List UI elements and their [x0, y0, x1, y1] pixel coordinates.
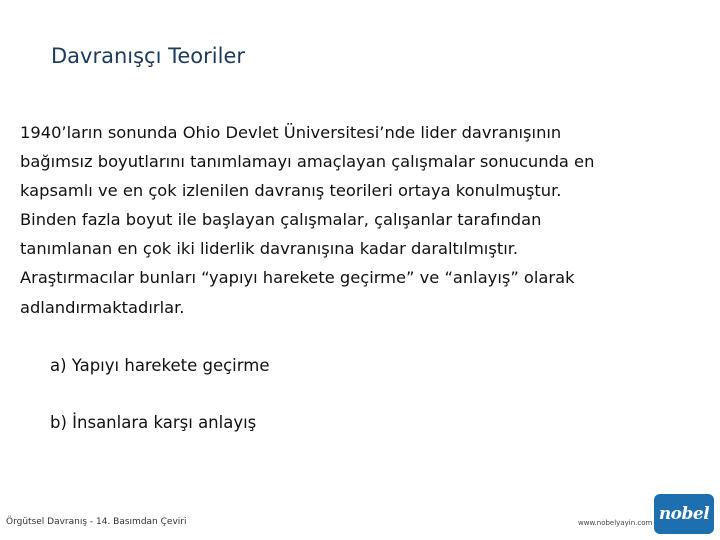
paragraph-line: adlandırmaktadırlar.	[20, 297, 185, 317]
footer-book-title: Örgütsel Davranış - 14. Basımdan Çeviri	[6, 517, 187, 527]
list-item-b: b) İnsanlara karşı anlayış	[50, 413, 257, 432]
paragraph-line: kapsamlı ve en çok izlenilen davranış teorileri ortaya konulmuştur.	[20, 181, 562, 201]
footer-website: www.nobelyayin.com	[578, 519, 653, 527]
paragraph-line: Binden fazla boyut ile başlayan çalışmalar, çalışanlar tarafından	[20, 210, 542, 230]
list-item-a: a) Yapıyı harekete geçirme	[50, 356, 270, 375]
nobel-logo: nobel	[654, 494, 714, 534]
paragraph-line: Araştırmacılar bunları “yapıyı harekete geçirme” ve “anlayış” olarak	[20, 268, 575, 288]
slide-title: Davranışçı Teoriler	[51, 44, 245, 68]
paragraph-line: bağımsız boyutlarını tanımlamayı amaçlayan çalışmalar sonucunda en	[20, 152, 595, 172]
paragraph-line: tanımlanan en çok iki liderlik davranışına kadar daraltılmıştır.	[20, 239, 519, 259]
body-paragraph	[20, 118, 710, 322]
paragraph-line: 1940’ların sonunda Ohio Devlet Üniversitesi’nde lider davranışının	[20, 123, 562, 142]
